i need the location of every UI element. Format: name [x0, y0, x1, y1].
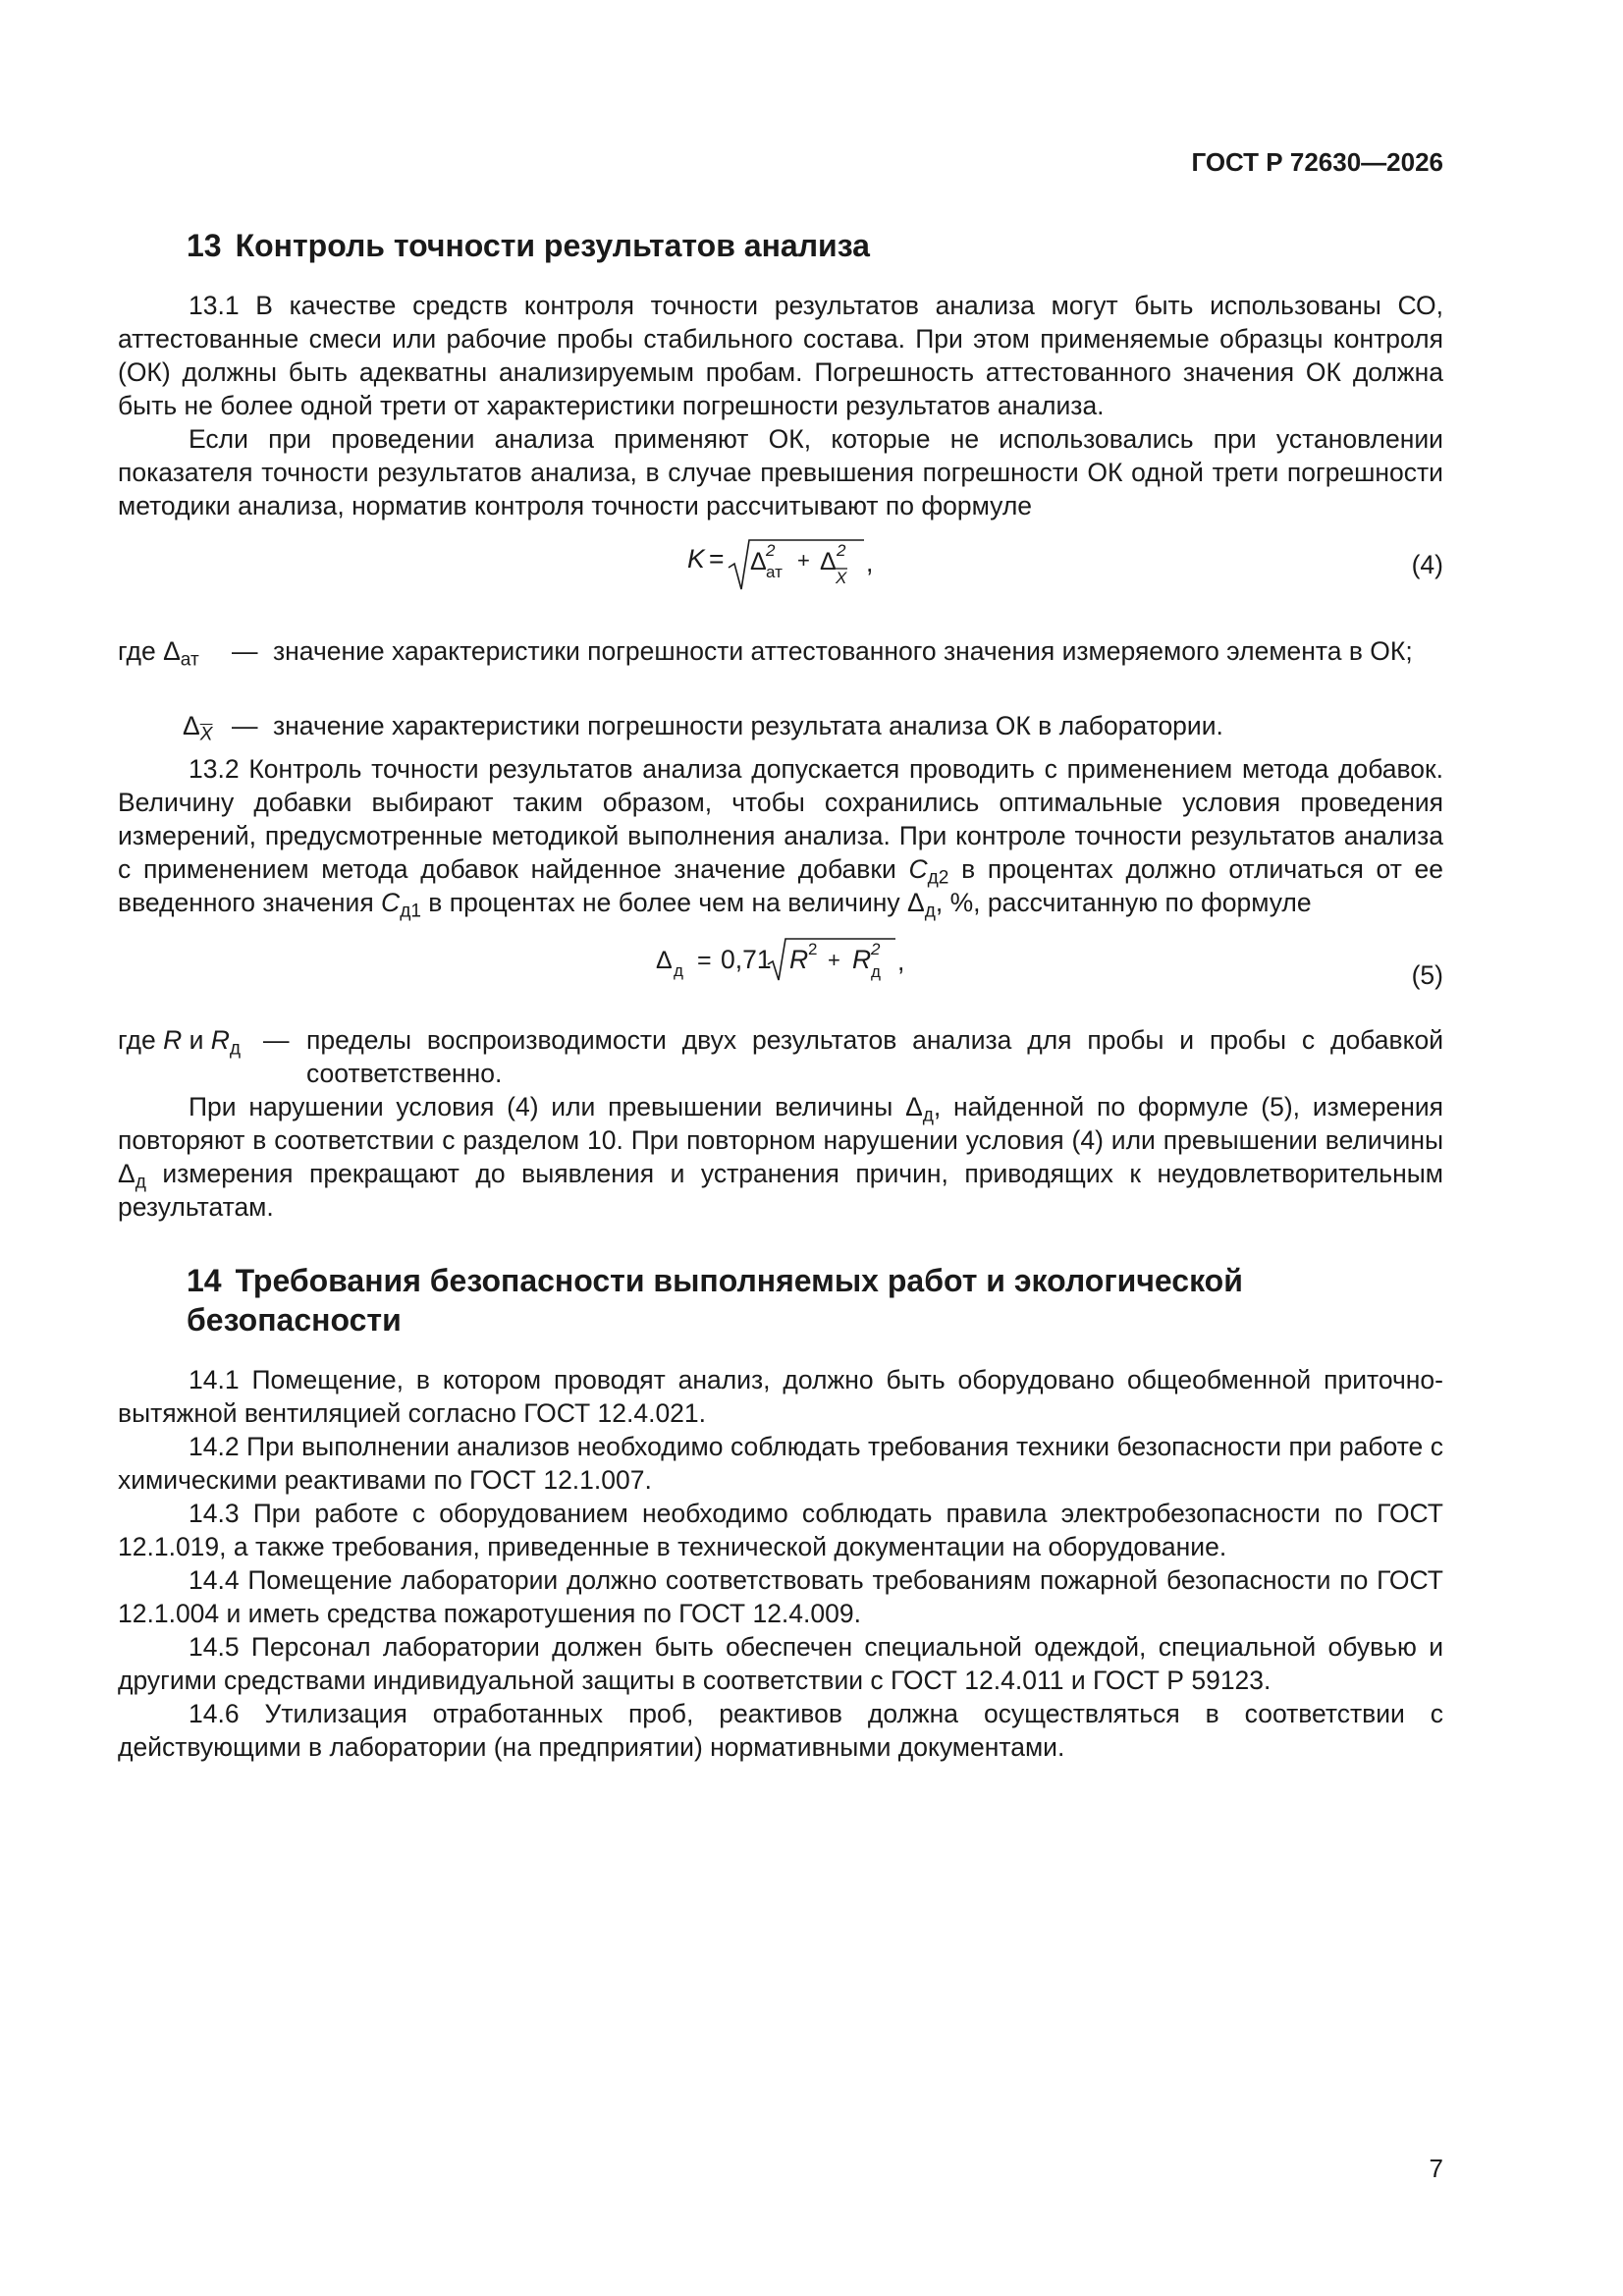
page-number: 7 — [1429, 2154, 1443, 2183]
formula-4-sub-at: ат — [766, 563, 783, 581]
paragraph-14-6: 14.6 Утилизация отработанных проб, реактивов должна осуществляться в соответствии с действующими в лаборатории (на предприятии) нормативными документами. — [118, 1699, 1443, 1762]
where-2-dash: — — [263, 1025, 290, 1055]
paragraph-13-1: 13.1 В качестве средств контроля точности результатов анализа могут быть использованы СО, аттестованные смеси или рабочие пробы стабильного состава. При этом применяемые образцы контроля (ОК) должны быть адекватны анализируемым пробам. Погрешность аттестованного значения ОК должна быть не более одной трети от характеристики погрешности результатов анализа. — [118, 291, 1443, 420]
paragraph-13-1-continued: Если при проведении анализа применяют ОК, которые не использовались при установлении показателя точности результатов анализа, в случае превышения погрешности ОК одной трети погрешности методики анализа, норматив контроля точности рассчитывают по формуле — [118, 424, 1443, 520]
paragraph-14-4: 14.4 Помещение лаборатории должно соответствовать требованиям пожарной безопасности по ГОСТ 12.1.004 и иметь средства пожаротушения по ГОСТ 12.4.009. — [118, 1565, 1443, 1628]
formula-5-r: R — [789, 945, 809, 974]
where-1-dash-1: — — [232, 636, 258, 666]
where-2-text: пределы воспроизводимости двух результатов анализа для пробы и пробы с добавкой соответственно. — [306, 1025, 1443, 1088]
paragraph-14-1: 14.1 Помещение, в котором проводят анализ, должно быть оборудовано общеобменной приточно-вытяжной вентиляцией согласно ГОСТ 12.4.021. — [118, 1365, 1443, 1428]
delta-at-symbol: $\Delta_{ат}$ — [163, 636, 199, 671]
paragraph-14-5: 14.5 Персонал лаборатории должен быть обеспечен специальной одеждой, специальной обувью и другими средствами индивидуальной защиты в соответствии с ГОСТ 12.4.011 и ГОСТ Р 59123. — [118, 1632, 1443, 1695]
formula-5-rd: R — [852, 945, 872, 974]
formula-5-delta: Δ — [656, 947, 673, 974]
equation-number-4: (4) — [1411, 550, 1443, 579]
formula-5-comma: , — [897, 947, 905, 976]
paragraph-13-2: 13.2 Контроль точности результатов анализа допускается проводить с применением метода добавок. Величину добавки выбирают таким образом, чтобы сохранились оптимальные условия проведения измерений, предусмотренные методикой выполнения анализа. При контроле точности результатов анализа с применением метода добавок найденное значение добавки $C_{д2}$ в процентах должно отличаться от ее введенного значения $C_{д1}$ в процентах не более чем на величину $\Delta_д$, %, рассчитанную по формуле — [118, 754, 1444, 922]
formula-4-delta-at: Δ — [750, 548, 767, 575]
paragraph-14-3: 14.3 При работе с оборудованием необходимо соблюдать правила электробезопасности по ГОСТ 12.1.019, а также требования, приведенные в технической документации на оборудование. — [118, 1499, 1443, 1561]
section-13-heading — [187, 226, 870, 265]
where-1-term-1 — [118, 634, 199, 671]
section-13-number: 13 — [187, 228, 222, 263]
formula-4 — [687, 538, 982, 597]
formula-5-rd-sub: д — [871, 962, 881, 981]
section-14-title-line-1: Требования безопасности выполняемых работ и экологической — [235, 1263, 1243, 1298]
formula-5-r-sup: 2 — [808, 940, 818, 958]
formula-4-delta-x: Δ — [820, 548, 837, 575]
where-1-text-1: значение характеристики погрешности аттестованного значения измеряемого элемента в ОК; — [273, 636, 1413, 666]
formula-5-rd-sup: 2 — [871, 940, 881, 958]
where-word-1: где — [118, 636, 156, 666]
formula-4-sup-1: 2 — [766, 541, 776, 560]
formula-5-equals: = — [697, 947, 712, 974]
formula-5-graphic — [656, 935, 950, 984]
formula-5 — [656, 935, 950, 984]
where-1-text-2: значение характеристики погрешности результата анализа ОК в лаборатории. — [273, 711, 1223, 740]
formula-4-comma: , — [866, 548, 874, 577]
section-13-title: Контроль точности результатов анализа — [235, 228, 870, 263]
formula-4-sub-x: X — [836, 569, 847, 587]
equation-number-5: (5) — [1411, 960, 1443, 990]
formula-4-plus: + — [797, 548, 810, 573]
formula-5-delta-sub: д — [674, 961, 683, 980]
where-2-term: где R и $R_д$ — [118, 1025, 242, 1060]
where-1-dash-2: — — [232, 711, 258, 740]
document-code: ГОСТ Р 72630—2026 — [1191, 147, 1443, 177]
formula-4-sup-2: 2 — [837, 541, 846, 560]
section-14-heading — [187, 1261, 1443, 1339]
paragraph-14-2: 14.2 При выполнении анализов необходимо соблюдать требования техники безопасности при работе с химическими реактивами по ГОСТ 12.1.007. — [118, 1432, 1443, 1495]
formula-4-graphic — [687, 538, 982, 597]
formula-5-plus: + — [828, 948, 840, 972]
formula-5-coefficient: 0,71 — [721, 945, 772, 974]
formula-4-equals: = — [709, 544, 725, 574]
paragraph-13-2-continued: При нарушении условия (4) или превышении величины $\Delta_д$, найденной по формуле (5), измерения повторяют в соответствии с разделом 10. При повторном нарушении условия (4) или превышении величины $\Delta_д$ измерения прекращают до выявления и устранения причин, приводящих к неудовлетворительным результатам. — [118, 1092, 1443, 1222]
formula-4-k: K — [687, 544, 705, 574]
where-1-term-2: $\Delta_{\overline{X}}$ — [183, 711, 213, 745]
section-14-number: 14 — [187, 1263, 222, 1298]
section-14-title-line-2: безопасности — [187, 1302, 402, 1338]
